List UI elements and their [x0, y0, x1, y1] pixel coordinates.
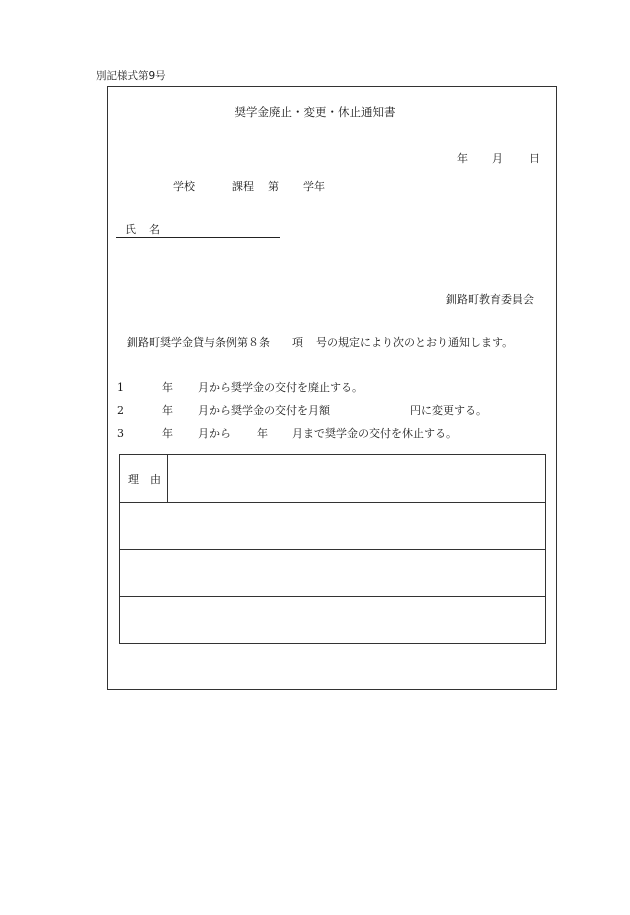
reason-label-char1: 理 — [128, 473, 139, 486]
reason-row[interactable] — [120, 596, 545, 644]
item-2-number: 2 — [117, 404, 124, 417]
reason-row[interactable] — [120, 502, 545, 550]
item-3-text2: 月まで奨学金の交付を休止する。 — [292, 427, 457, 440]
item-1-number: 1 — [117, 381, 124, 394]
item-3-year: 年 — [162, 427, 173, 440]
document-title: 奨学金廃止・変更・休止通知書 — [234, 105, 396, 119]
course-label: 課程 — [232, 180, 254, 193]
issuer-name: 釧路町教育委員会 — [446, 293, 534, 306]
name-label-char1: 氏 — [125, 223, 136, 236]
item-3-text: 月から — [198, 427, 231, 440]
reason-table — [119, 454, 546, 644]
reason-label-char2: 由 — [150, 473, 161, 486]
item-1-year: 年 — [162, 381, 173, 394]
item-3-number: 3 — [117, 427, 124, 440]
body-text-part1: 釧路町奨学金貸与条例第８条 — [127, 336, 270, 349]
date-day-label: 日 — [529, 152, 540, 165]
date-month-label: 月 — [492, 152, 503, 165]
form-number-label: 別記様式第9号 — [96, 70, 166, 82]
item-3-year2: 年 — [257, 427, 268, 440]
item-2-year: 年 — [162, 404, 173, 417]
item-2-text: 月から奨学金の交付を月額 — [198, 404, 330, 417]
grade-suffix-label: 学年 — [303, 180, 325, 193]
item-1-text: 月から奨学金の交付を廃止する。 — [198, 381, 363, 394]
body-text-part3: 号の規定により次のとおり通知します。 — [316, 336, 514, 349]
date-year-label: 年 — [457, 152, 468, 165]
reason-label — [128, 473, 161, 486]
name-underline — [116, 237, 280, 238]
body-text-part2: 項 — [292, 336, 303, 349]
reason-text-area[interactable] — [168, 455, 545, 501]
school-label: 学校 — [173, 180, 195, 193]
item-2-text2: 円に変更する。 — [410, 404, 487, 417]
grade-prefix-label: 第 — [268, 180, 279, 193]
name-label-char2: 名 — [149, 223, 160, 236]
reason-row[interactable] — [120, 549, 545, 597]
